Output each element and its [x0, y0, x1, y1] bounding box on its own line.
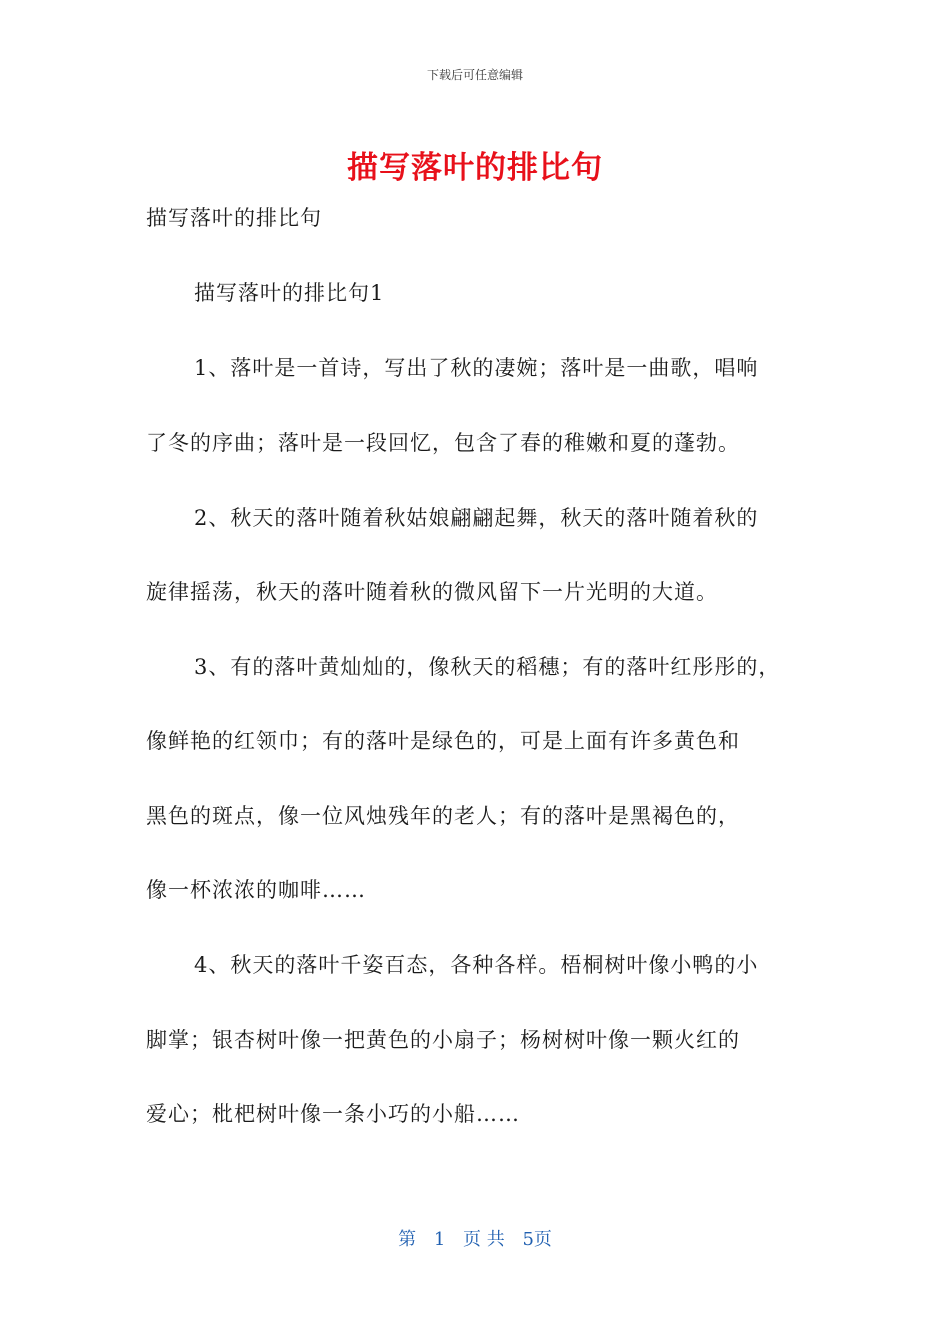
footer-page-number: 1	[433, 1229, 446, 1250]
footer-prefix: 第	[398, 1229, 417, 1250]
paragraph-line: 脚掌；银杏树叶像一把黄色的小扇子；杨树树叶像一颗火红的	[146, 1028, 740, 1052]
paragraph-line: 旋律摇荡，秋天的落叶随着秋的微风留下一片光明的大道。	[146, 580, 718, 604]
paragraph-line: 黑色的斑点，像一位风烛残年的老人；有的落叶是黑褐色的，	[146, 804, 740, 828]
paragraph-line: 像鲜艳的红领巾；有的落叶是绿色的，可是上面有许多黄色和	[146, 729, 740, 753]
paragraph-line: 描写落叶的排比句1	[194, 281, 385, 305]
header-note: 下载后可任意编辑	[426, 68, 523, 82]
page-footer	[0, 1225, 950, 1251]
paragraph-line: 了冬的序曲；落叶是一段回忆，包含了春的稚嫩和夏的蓬勃。	[146, 431, 740, 455]
paragraph-line: 爱心；枇杷树叶像一条小巧的小船……	[146, 1102, 520, 1126]
footer-total: 5页	[522, 1229, 552, 1250]
paragraph-line: 1、落叶是一首诗，写出了秋的凄婉；落叶是一曲歌，唱响	[194, 356, 759, 380]
footer-middle: 页 共	[463, 1229, 505, 1250]
paragraph-line: 2、秋天的落叶随着秋姑娘翩翩起舞，秋天的落叶随着秋的	[194, 506, 759, 530]
paragraph-line: 描写落叶的排比句	[146, 206, 322, 230]
document-title: 描写落叶的排比句	[347, 150, 603, 186]
paragraph-line: 4、秋天的落叶千姿百态，各种各样。梧桐树叶像小鸭的小	[194, 953, 759, 977]
paragraph-line: 3、有的落叶黄灿灿的，像秋天的稻穗；有的落叶红彤彤的，	[194, 655, 781, 679]
paragraph-line: 像一杯浓浓的咖啡……	[146, 878, 366, 902]
